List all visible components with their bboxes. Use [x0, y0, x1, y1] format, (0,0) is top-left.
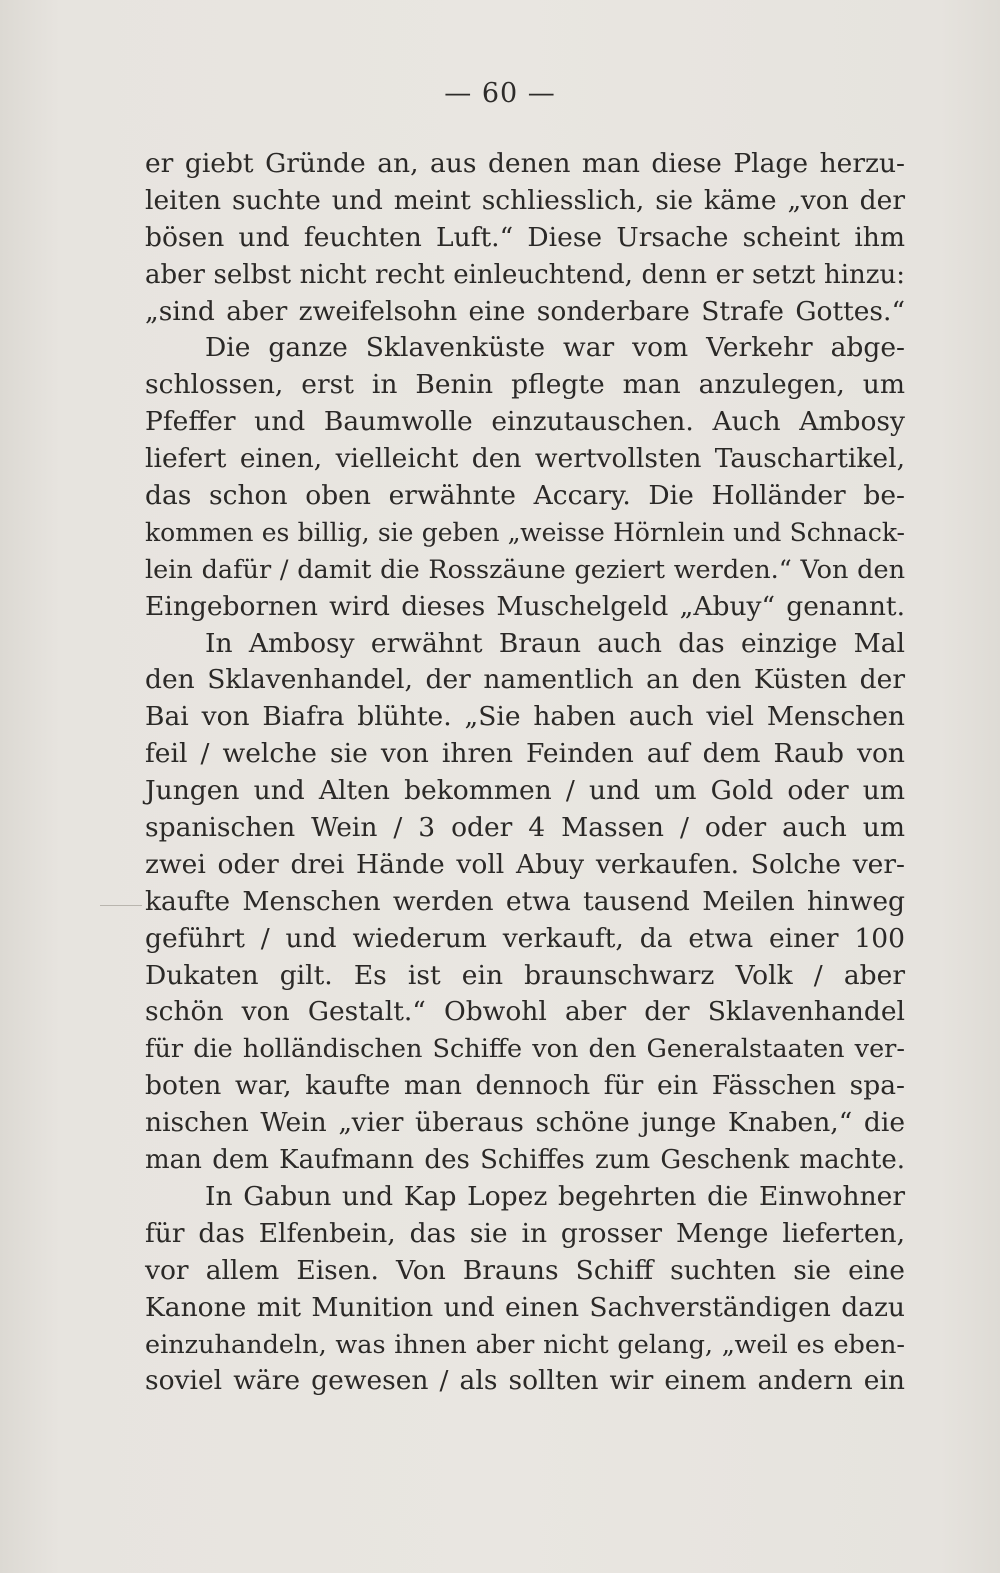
text-line: einzuhandeln, was ihnen aber nicht gelang, „weil es eben-	[145, 1329, 905, 1360]
text-line: aber selbst nicht recht einleuchtend, denn er setzt hinzu:	[145, 259, 905, 290]
text-line: er giebt Gründe an, aus denen man diese Plage herzu-	[145, 148, 905, 179]
text-line: lein dafür / damit die Rosszäune geziert werden.“ Von den	[145, 554, 905, 585]
text-line: In Ambosy erwähnt Braun auch das einzige Mal	[205, 627, 905, 659]
text-line: den Sklavenhandel, der namentlich an den Küsten der	[145, 664, 905, 696]
text-line: Eingebornen wird dieses Muschelgeld „Abuy“ genannt.	[145, 590, 905, 622]
text-line: schön von Gestalt.“ Obwohl aber der Sklavenhandel	[145, 996, 905, 1028]
text-line: kommen es billig, sie geben „weisse Hörnlein und Schnack-	[145, 517, 905, 547]
text-line: Bai von Biafra blühte. „Sie haben auch viel Menschen	[145, 701, 905, 733]
text-line: Die ganze Sklavenküste war vom Verkehr abge-	[205, 332, 905, 364]
text-line: Dukaten gilt. Es ist ein braunschwarz Volk / aber	[145, 959, 905, 991]
text-line: bösen und feuchten Luft.“ Diese Ursache scheint ihm	[145, 221, 905, 253]
body-text	[145, 146, 905, 1400]
page-number: — 60 —	[444, 78, 556, 109]
text-line: geführt / und wiederum verkauft, da etwa einer 100	[145, 922, 905, 954]
text-line: zwei oder drei Hände voll Abuy verkaufen. Solche ver-	[145, 848, 905, 880]
text-line: In Gabun und Kap Lopez begehrten die Einwohner	[205, 1180, 905, 1212]
text-line: schlossen, erst in Benin pflegte man anzulegen, um	[145, 369, 905, 401]
text-line: Kanone mit Munition und einen Sachverständigen dazu	[145, 1291, 905, 1323]
text-line: für die holländischen Schiffe von den Generalstaaten ver-	[145, 1034, 905, 1065]
text-line: nischen Wein „vier überaus schöne junge Knaben,“ die	[145, 1107, 905, 1139]
text-line: „sind aber zweifelsohn eine sonderbare Strafe Gottes.“	[145, 295, 905, 327]
scan-mark	[100, 905, 142, 906]
text-line: das schon oben erwähnte Accary. Die Holländer be-	[145, 480, 905, 512]
text-line: vor allem Eisen. Von Brauns Schiff suchten sie eine	[145, 1254, 905, 1286]
text-line: boten war, kaufte man dennoch für ein Fässchen spa-	[145, 1070, 905, 1102]
text-line: man dem Kaufmann des Schiffes zum Geschenk machte.	[145, 1145, 905, 1176]
text-line: kaufte Menschen werden etwa tausend Meilen hinweg	[145, 885, 905, 917]
text-line: feil / welche sie von ihren Feinden auf dem Raub von	[145, 738, 905, 770]
text-line: für das Elfenbein, das sie in grosser Menge lieferten,	[145, 1217, 905, 1249]
text-line: leiten suchte und meint schliesslich, sie käme „von der	[145, 184, 905, 216]
text-line: soviel wäre gewesen / als sollten wir einem andern ein	[145, 1365, 905, 1397]
text-line: Pfeffer und Baumwolle einzutauschen. Auch Ambosy	[145, 406, 905, 438]
text-line: Jungen und Alten bekommen / und um Gold oder um	[145, 775, 905, 807]
text-line: liefert einen, vielleicht den wertvollsten Tauschartikel,	[145, 443, 905, 475]
text-line: spanischen Wein / 3 oder 4 Massen / oder auch um	[145, 812, 905, 844]
